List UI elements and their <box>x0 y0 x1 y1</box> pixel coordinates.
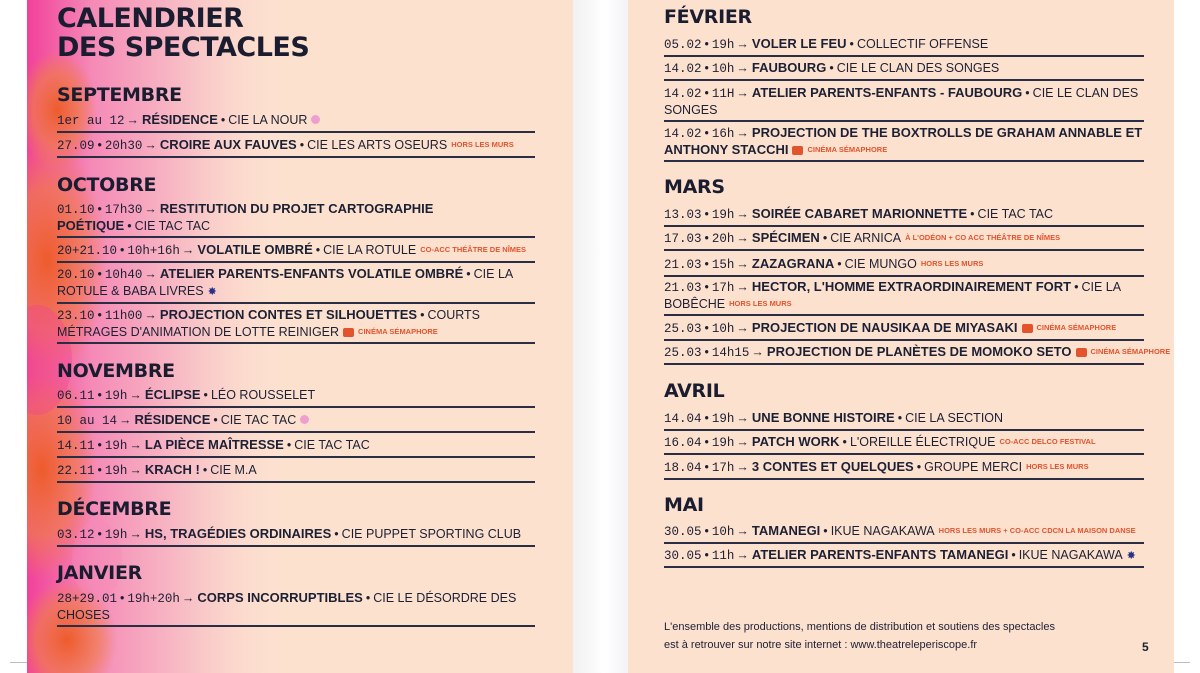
event-row <box>664 320 1144 337</box>
event-time: 10h <box>711 62 735 76</box>
arrow-icon: → <box>144 202 157 216</box>
event-row <box>57 307 535 340</box>
right-content <box>628 0 1174 673</box>
event-date: 21.03 <box>664 258 702 272</box>
month-heading: OCTOBRE <box>57 174 157 196</box>
event-title: ATELIER PARENTS-ENFANTS TAMANEGI <box>751 547 1009 562</box>
camera-icon <box>343 328 354 337</box>
bullet-separator: • <box>704 280 709 294</box>
bullet-separator: • <box>97 438 102 452</box>
event-note: CINÉMA SÉMAPHORE <box>358 327 438 336</box>
bullet-separator: • <box>1011 548 1016 562</box>
arrow-icon: → <box>736 231 749 245</box>
event-row <box>664 459 1144 476</box>
event-time: 19h <box>104 528 128 542</box>
bullet-separator: • <box>97 388 102 402</box>
event-time: 17h30 <box>104 203 143 217</box>
bullet-separator: • <box>97 527 102 541</box>
event-date: 22.11 <box>57 464 95 478</box>
bullet-separator: • <box>704 411 709 425</box>
month-heading: NOVEMBRE <box>57 360 175 382</box>
bullet-separator: • <box>704 345 709 359</box>
event-date: 1er au 12 <box>57 114 125 128</box>
title-line: DES SPECTACLES <box>57 32 310 63</box>
event-note: HORS LES MURS + CO-ACC CDCN LA MAISON DANSE <box>938 526 1136 535</box>
left-page <box>27 0 573 673</box>
event-note: CO-ACC THÉÂTRE DE NÎMES <box>420 245 527 254</box>
event-title: PROJECTION DE PLANÈTES DE MOMOKO SETO <box>766 344 1072 359</box>
star-icon: ✸ <box>1126 550 1136 562</box>
event-date: 28+29.01 <box>57 592 118 606</box>
event-note: HORS LES MURS <box>729 299 792 308</box>
bullet-separator: • <box>315 243 321 257</box>
event-note: HORS LES MURS <box>920 259 984 268</box>
event-date: 20+21.10 <box>57 244 118 258</box>
event-row <box>57 387 535 404</box>
bullet-separator: • <box>704 231 709 245</box>
event-title: PATCH WORK <box>751 434 840 449</box>
bullet-separator: • <box>97 202 102 216</box>
event-row <box>664 36 1144 53</box>
bullet-separator: • <box>704 524 709 538</box>
arrow-icon: → <box>736 280 749 294</box>
event-date: 14.11 <box>57 439 95 453</box>
event-time: 10h <box>711 322 735 336</box>
event-time: 10h40 <box>104 268 143 282</box>
bullet-separator: • <box>286 438 292 452</box>
arrow-icon: → <box>736 257 749 271</box>
event-company: CIE TAC TAC <box>220 413 297 427</box>
event-company: L'OREILLE ÉLECTRIQUE <box>849 435 996 449</box>
star-icon: ✸ <box>207 286 217 298</box>
event-date: 14.02 <box>664 62 702 76</box>
event-note: CO-ACC DELCO FESTIVAL <box>999 437 1096 446</box>
event-title: PROJECTION DE NAUSIKAA DE MIYASAKI <box>751 320 1018 335</box>
bullet-separator: • <box>704 86 709 100</box>
bullet-separator: • <box>203 388 208 402</box>
event-date: 21.03 <box>664 281 702 295</box>
event-date: 30.05 <box>664 549 702 563</box>
bullet-separator: • <box>97 267 102 281</box>
event-title: ATELIER PARENTS-ENFANTS VOLATILE OMBRÉ <box>159 266 464 281</box>
event-title: ZAZAGRANA <box>751 256 835 271</box>
event-row <box>57 462 535 479</box>
event-company: CIE LA ROTULE & BABA LIVRES <box>57 267 513 298</box>
event-title: PROJECTION DE THE BOXTROLLS DE GRAHAM ANNABLE ET ANTHONY STACCHI <box>664 125 1143 157</box>
page-number: 5 <box>1142 640 1149 654</box>
event-date: 18.04 <box>664 461 702 475</box>
event-date: 27.09 <box>57 139 95 153</box>
arrow-icon: → <box>144 138 157 152</box>
event-title: ÉCLIPSE <box>144 387 201 402</box>
event-company: CIE LA BOBÊCHE <box>664 280 1121 311</box>
event-date: 25.03 <box>664 346 702 360</box>
event-time: 20h <box>711 232 735 246</box>
event-row <box>664 279 1144 312</box>
event-time: 19h+20h <box>127 592 180 606</box>
event-title: LA PIÈCE MAÎTRESSE <box>144 437 284 452</box>
event-title: HECTOR, L'HOMME EXTRAORDINAIREMENT FORT <box>751 279 1072 294</box>
event-title: RÉSIDENCE <box>142 112 218 127</box>
arrow-icon: → <box>129 388 142 402</box>
event-company: CIE TAC TAC <box>134 219 211 233</box>
bullet-separator: • <box>829 61 834 75</box>
event-note: CINÉMA SÉMAPHORE <box>1090 347 1171 356</box>
event-row <box>57 137 535 154</box>
event-row <box>664 410 1144 427</box>
event-row <box>664 547 1144 564</box>
event-title: UNE BONNE HISTOIRE <box>751 410 895 425</box>
event-time: 19h <box>711 412 735 426</box>
arrow-icon: → <box>736 86 749 100</box>
bullet-separator: • <box>842 435 847 449</box>
bullet-separator: • <box>704 61 709 75</box>
event-company: CIE TAC TAC <box>294 438 370 452</box>
event-date: 23.10 <box>57 309 95 323</box>
event-time: 15h <box>711 258 735 272</box>
event-row <box>57 412 535 429</box>
event-row <box>664 434 1144 451</box>
arrow-icon: → <box>144 308 157 322</box>
bullet-separator: • <box>704 126 709 140</box>
bullet-separator: • <box>1025 86 1030 100</box>
footer-note <box>664 618 1124 654</box>
event-company: CIE LE CLAN DES SONGES <box>664 86 1139 117</box>
event-date: 13.03 <box>664 208 702 222</box>
month-heading: MARS <box>664 176 725 198</box>
bullet-separator: • <box>466 267 471 281</box>
event-time: 11h00 <box>104 309 143 323</box>
bullet-separator: • <box>420 308 425 322</box>
event-time: 10h <box>711 525 735 539</box>
pink-dot-icon <box>300 415 309 424</box>
event-company: CIE LA SECTION <box>905 411 1004 425</box>
event-date: 05.02 <box>664 38 702 52</box>
event-row <box>57 266 535 300</box>
event-time: 17h <box>711 281 735 295</box>
bullet-separator: • <box>202 463 208 477</box>
event-title: HS, TRAGÉDIES ORDINAIRES <box>144 526 332 541</box>
bullet-separator: • <box>220 113 226 127</box>
bullet-separator: • <box>970 207 975 221</box>
bullet-separator: • <box>97 138 102 152</box>
arrow-icon: → <box>181 591 195 605</box>
event-company: LÉO ROUSSELET <box>210 388 316 402</box>
event-note: CINÉMA SÉMAPHORE <box>1036 323 1117 332</box>
event-date: 01.10 <box>57 203 95 217</box>
right-page <box>628 0 1174 673</box>
arrow-icon: → <box>736 524 749 538</box>
event-title: PROJECTION CONTES ET SILHOUETTES <box>159 307 418 322</box>
bullet-separator: • <box>704 37 709 51</box>
event-time: 19h <box>711 38 735 52</box>
bullet-separator: • <box>334 527 339 541</box>
event-time: 16h <box>711 127 735 141</box>
event-date: 20.10 <box>57 268 95 282</box>
camera-icon <box>1076 348 1087 357</box>
arrow-icon: → <box>129 438 142 452</box>
arrow-icon: → <box>736 61 749 75</box>
event-row <box>57 437 535 454</box>
bullet-separator: • <box>97 463 102 477</box>
event-title: VOLATILE OMBRÉ <box>197 242 313 257</box>
event-title: KRACH ! <box>144 462 200 477</box>
bullet-separator: • <box>704 207 709 221</box>
left-content <box>27 0 573 673</box>
event-time: 17h <box>711 461 735 475</box>
arrow-icon: → <box>129 463 142 477</box>
arrow-icon: → <box>144 267 157 281</box>
arrow-icon: → <box>736 207 749 221</box>
event-time: 19h <box>711 208 735 222</box>
event-row <box>57 590 535 623</box>
bullet-separator: • <box>127 219 132 233</box>
event-note: HORS LES MURS <box>451 140 514 149</box>
event-row <box>664 256 1144 273</box>
event-company: CIE PUPPET SPORTING CLUB <box>341 527 522 541</box>
page-title <box>57 4 309 62</box>
event-company: CIE LE DÉSORDRE DES CHOSES <box>57 591 517 622</box>
event-title: CORPS INCORRUPTIBLES <box>197 590 363 605</box>
bullet-separator: • <box>120 591 125 605</box>
event-company: IKUE NAGAKAWA <box>1018 548 1123 562</box>
event-time: 11H <box>711 87 735 101</box>
event-title: VOLER LE FEU <box>751 36 847 51</box>
month-heading: FÉVRIER <box>664 6 752 28</box>
title-line: CALENDRIER <box>57 3 244 34</box>
event-row <box>664 85 1144 118</box>
event-date: 03.12 <box>57 528 95 542</box>
event-company: CIE ARNICA <box>830 231 902 245</box>
event-note: CINÉMA SÉMAPHORE <box>807 145 888 154</box>
bullet-separator: • <box>849 37 854 51</box>
event-company: IKUE NAGAKAWA <box>830 524 935 538</box>
event-row <box>57 242 535 259</box>
event-company: CIE LES ARTS OSEURS <box>307 138 448 152</box>
event-title: FAUBOURG <box>751 60 827 75</box>
event-date: 14.02 <box>664 87 702 101</box>
bullet-separator: • <box>97 308 102 322</box>
event-date: 17.03 <box>664 232 702 246</box>
bullet-separator: • <box>704 548 709 562</box>
event-note: HORS LES MURS <box>1026 462 1089 471</box>
event-company: COURTS MÉTRAGES D'ANIMATION DE LOTTE REINIGER <box>57 308 481 339</box>
arrow-icon: → <box>736 37 749 51</box>
month-heading: DÉCEMBRE <box>57 498 172 520</box>
event-time: 11h <box>711 549 735 563</box>
event-row <box>664 523 1144 540</box>
event-time: 10h+16h <box>127 244 180 258</box>
bullet-separator: • <box>704 435 709 449</box>
event-row <box>57 526 535 543</box>
event-company: CIE M.A <box>210 463 257 477</box>
month-heading: SEPTEMBRE <box>57 84 182 106</box>
event-date: 30.05 <box>664 525 702 539</box>
bullet-separator: • <box>837 257 842 271</box>
bullet-separator: • <box>823 524 828 538</box>
arrow-icon: → <box>736 435 749 449</box>
event-date: 14.04 <box>664 412 702 426</box>
event-date: 10 au 14 <box>57 414 118 428</box>
bullet-separator: • <box>704 460 709 474</box>
event-company: CIE LA ROTULE <box>323 243 417 257</box>
bullet-separator: • <box>213 413 218 427</box>
event-time: 19h <box>711 436 735 450</box>
bullet-separator: • <box>704 321 709 335</box>
arrow-icon: → <box>736 411 749 425</box>
bullet-separator: • <box>704 257 709 271</box>
footer-line: L'ensemble des productions, mentions de distribution et soutiens des spectacles <box>664 621 1055 633</box>
arrow-icon: → <box>736 321 749 335</box>
event-time: 14h15 <box>711 346 750 360</box>
arrow-icon: → <box>736 126 749 140</box>
event-title: RESTITUTION DU PROJET CARTOGRAPHIE POÉTIQUE <box>57 201 434 233</box>
arrow-icon: → <box>119 413 132 427</box>
arrow-icon: → <box>736 548 749 562</box>
event-date: 06.11 <box>57 389 95 403</box>
event-company: CIE LA NOUR <box>228 113 308 127</box>
bullet-separator: • <box>1074 280 1079 294</box>
event-time: 19h <box>104 464 128 478</box>
event-company: COLLECTIF OFFENSE <box>856 37 989 51</box>
event-row <box>57 112 535 129</box>
camera-icon <box>1022 324 1033 333</box>
arrow-icon: → <box>126 113 140 127</box>
pink-dot-icon <box>311 115 320 124</box>
bullet-separator: • <box>299 138 305 152</box>
event-time: 19h <box>104 439 128 453</box>
event-title: ATELIER PARENTS-ENFANTS - FAUBOURG <box>751 85 1023 100</box>
event-title: CROIRE AUX FAUVES <box>159 137 297 152</box>
event-title: SOIRÉE CABARET MARIONNETTE <box>751 206 968 221</box>
bullet-separator: • <box>365 591 371 605</box>
event-company: CIE LE CLAN DES SONGES <box>836 61 1000 75</box>
event-time: 20h30 <box>104 139 143 153</box>
book-gutter <box>573 0 628 673</box>
arrow-icon: → <box>181 243 195 257</box>
event-row <box>664 125 1144 158</box>
event-row <box>664 230 1144 247</box>
bullet-separator: • <box>916 460 922 474</box>
arrow-icon: → <box>129 527 142 541</box>
camera-icon <box>792 146 803 155</box>
month-heading: AVRIL <box>664 380 725 402</box>
month-heading: JANVIER <box>57 562 142 584</box>
event-row <box>664 206 1144 223</box>
event-title: 3 CONTES ET QUELQUES <box>751 459 914 474</box>
event-company: CIE TAC TAC <box>977 207 1054 221</box>
event-note: À L'ODÉON + CO ACC THÉÂTRE DE NÎMES <box>905 233 1061 242</box>
footer-line: est à retrouver sur notre site internet : www.theatreleperiscope.fr <box>664 639 978 651</box>
event-date: 14.02 <box>664 127 702 141</box>
event-row <box>664 60 1144 77</box>
arrow-icon: → <box>736 460 749 474</box>
arrow-icon: → <box>751 345 764 359</box>
event-row <box>57 201 535 234</box>
bullet-separator: • <box>822 231 828 245</box>
bullet-separator: • <box>897 411 903 425</box>
event-date: 16.04 <box>664 436 702 450</box>
month-heading: MAI <box>664 494 704 516</box>
event-company: CIE MUNGO <box>844 257 917 271</box>
event-title: RÉSIDENCE <box>134 412 211 427</box>
event-row <box>664 344 1171 361</box>
bullet-separator: • <box>120 243 125 257</box>
event-title: SPÉCIMEN <box>751 230 820 245</box>
event-time: 19h <box>104 389 128 403</box>
event-title: TAMANEGI <box>751 523 821 538</box>
event-date: 25.03 <box>664 322 702 336</box>
event-company: GROUPE MERCI <box>924 460 1023 474</box>
